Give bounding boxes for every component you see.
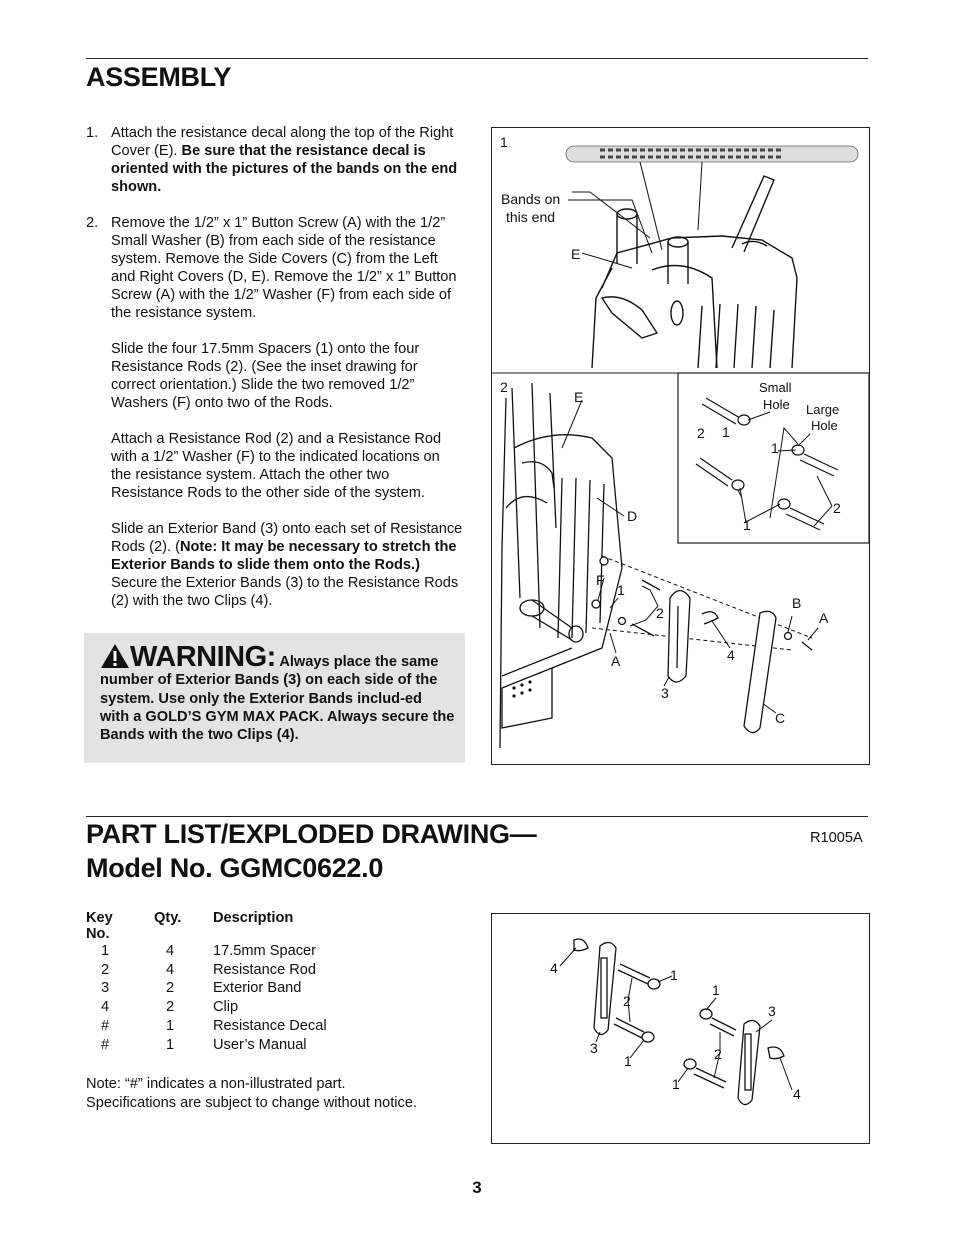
row-key: 3 bbox=[101, 980, 110, 997]
header-qty: Qty. bbox=[154, 910, 182, 926]
bands-label-line2: this end bbox=[506, 209, 556, 225]
figure-2-label-4: 4 bbox=[727, 647, 735, 663]
step-1 bbox=[86, 124, 464, 196]
row-key: # bbox=[101, 1036, 110, 1053]
figure-1-number: 1 bbox=[500, 134, 508, 150]
figure-2-label-a-left: A bbox=[611, 653, 621, 669]
inset-large-hole-line2: Hole bbox=[811, 418, 838, 433]
row-description: 17.5mm Spacer bbox=[213, 942, 317, 959]
figure-2-label-f: F bbox=[596, 572, 605, 588]
step-text: Secure the Exterior Bands (3) to the Resistance Rods (2) with the two Clips (4). bbox=[111, 575, 459, 609]
exploded-drawing bbox=[491, 913, 870, 1144]
top-rule bbox=[86, 58, 868, 59]
figure-2-label-c: C bbox=[775, 710, 786, 726]
assembly-drawing bbox=[492, 128, 869, 764]
step-paragraph: Slide the four 17.5mm Spacers (1) onto the four Resistance Rods (2). (See the inset drawing for correct orientation.) Slide the two removed 1/2” Washers (F) onto two of the Rods. bbox=[111, 341, 420, 411]
row-qty: 4 bbox=[166, 942, 175, 959]
figure-2-label-b: B bbox=[792, 595, 802, 611]
row-qty: 1 bbox=[166, 1036, 175, 1053]
step-emphasis: Be sure that the resistance decal is oriented with the pictures of the bands on the end shown. bbox=[111, 143, 458, 195]
exploded-label-4-left: 4 bbox=[550, 960, 558, 976]
exploded-parts bbox=[592, 557, 812, 733]
header-key: Key No. bbox=[86, 910, 113, 942]
exploded-label-2-b: 2 bbox=[714, 1046, 722, 1062]
exploded-label-3-right: 3 bbox=[768, 1003, 776, 1019]
inset-label-1-bottom: 1 bbox=[743, 517, 751, 533]
assembly-steps bbox=[86, 124, 464, 628]
warning-title: WARNING: bbox=[130, 641, 276, 673]
row-description: Clip bbox=[213, 999, 239, 1016]
inset-small-hole-line1: Small bbox=[759, 380, 792, 395]
row-key: 1 bbox=[101, 942, 110, 959]
figure-2-label-3: 3 bbox=[661, 685, 669, 701]
exploded-label-2-a: 2 bbox=[623, 993, 631, 1009]
step-2 bbox=[86, 214, 464, 610]
row-description: User’s Manual bbox=[213, 1036, 307, 1053]
exploded-label-1-c: 1 bbox=[712, 982, 720, 998]
page-number: 3 bbox=[472, 1178, 482, 1197]
row-description: Resistance Decal bbox=[213, 1017, 327, 1034]
step-text: Slide an Exterior Band (3) onto each set of Resistance Rods (2). ( bbox=[111, 521, 463, 555]
step-paragraph: Attach a Resistance Rod (2) and a Resistance Rod with a 1/2” Washer (F) to the indicated locations on the resistance system. Attach the other two Resistance Rods to the other side of the system. bbox=[111, 431, 442, 501]
exploded-label-4-right: 4 bbox=[793, 1086, 801, 1102]
figure-2-number: 2 bbox=[500, 379, 508, 395]
step-emphasis: Note: It may be necessary to stretch the Exterior Bands to slide them onto the Rods.) bbox=[111, 539, 457, 573]
exploded-drawing-illustration bbox=[492, 914, 869, 1143]
partlist-title-line1: PART LIST/EXPLODED DRAWING— bbox=[86, 819, 537, 849]
header-description: Description bbox=[213, 910, 294, 926]
inset-label-1-mid: 1 bbox=[771, 440, 779, 456]
row-key: 4 bbox=[101, 999, 110, 1016]
step-number: 2. bbox=[86, 215, 99, 231]
figure-2-label-2: 2 bbox=[656, 605, 664, 621]
note-line: Specifications are subject to change without notice. bbox=[86, 1095, 417, 1111]
reference-number: R1005A bbox=[810, 830, 863, 846]
warning-box bbox=[84, 633, 465, 763]
assembly-title: ASSEMBLY bbox=[86, 62, 232, 92]
note-line: Note: “#” indicates a non-illustrated part. bbox=[86, 1076, 346, 1092]
bands-label-line1: Bands on bbox=[501, 191, 561, 207]
row-qty: 4 bbox=[166, 961, 175, 978]
figure-2-label-e: E bbox=[574, 389, 584, 405]
row-qty: 2 bbox=[166, 999, 175, 1016]
exploded-label-3-left: 3 bbox=[590, 1040, 598, 1056]
partlist-title-line2: Model No. GGMC0622.0 bbox=[86, 853, 384, 883]
row-key: 2 bbox=[101, 961, 110, 978]
row-description: Exterior Band bbox=[213, 980, 302, 997]
inset-label-2-right: 2 bbox=[833, 500, 841, 516]
inset-small-hole-line2: Hole bbox=[763, 397, 790, 412]
step-paragraph: Remove the 1/2” x 1” Button Screw (A) with the 1/2” Small Washer (B) from each side of the resistance system. Remove the Side Covers (C) from the Left and Right Covers (D, E). Remove the 1/2” x 1” Button Screw (A) with the 1/2” Washer (F) from each side of the resistance system. bbox=[111, 215, 457, 321]
step-number: 1. bbox=[86, 125, 99, 141]
inset-label-2-left: 2 bbox=[697, 425, 705, 441]
row-qty: 2 bbox=[166, 980, 175, 997]
figure-1-label-e: E bbox=[571, 246, 581, 262]
warning-text: Always place the same number of Exterior Bands (3) on each side of the system. Use only the Exterior Bands includ-ed with a GOLD’S GYM MAX PACK. Always secure the Bands with the two Clips (4). bbox=[100, 654, 455, 744]
figure-2-label-d: D bbox=[627, 508, 638, 524]
exploded-label-1-d: 1 bbox=[672, 1076, 680, 1092]
row-qty: 1 bbox=[166, 1017, 175, 1034]
resistance-system-illustration bbox=[592, 176, 797, 368]
assembly-figure bbox=[491, 127, 870, 765]
row-description: Resistance Rod bbox=[213, 961, 317, 978]
inset-large-hole-line1: Large bbox=[806, 402, 840, 417]
warning-triangle-icon bbox=[100, 643, 130, 669]
part-notes bbox=[86, 1075, 417, 1113]
exploded-label-1-b: 1 bbox=[624, 1053, 632, 1069]
figure-2-label-1: 1 bbox=[617, 582, 625, 598]
inset-label-1-top: 1 bbox=[722, 424, 730, 440]
figure-2-label-a-right: A bbox=[819, 610, 829, 626]
partlist-rule bbox=[86, 816, 868, 817]
resistance-decal bbox=[566, 146, 858, 162]
step-text: Attach the resistance decal along the top of the Right Cover (E). bbox=[111, 125, 454, 159]
exploded-label-1-a: 1 bbox=[670, 967, 678, 983]
row-key: # bbox=[101, 1017, 110, 1034]
